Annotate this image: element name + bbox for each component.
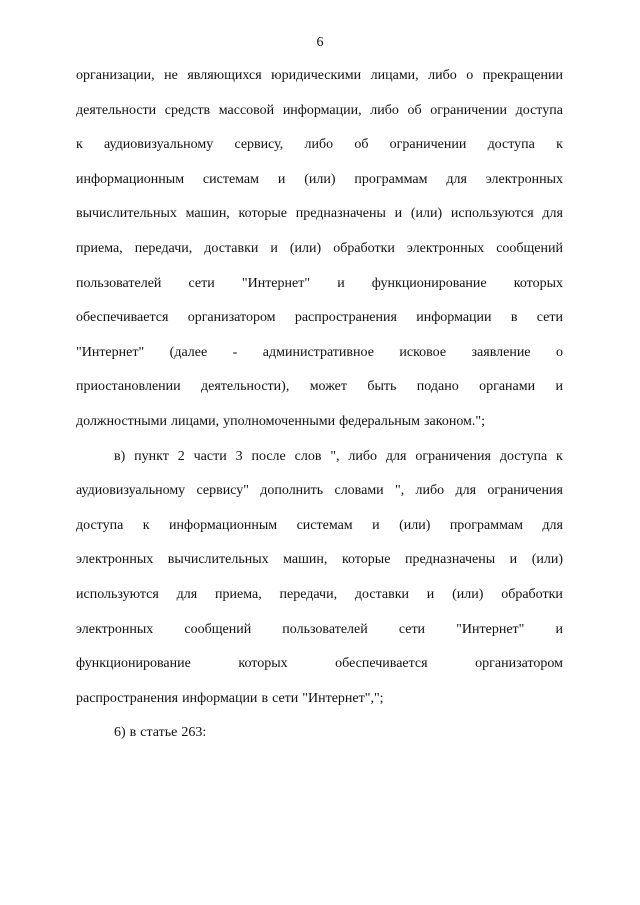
text-line: приостановлении деятельности), может быть подано органами и — [76, 379, 563, 395]
paragraph — [76, 66, 563, 447]
page-number: 6 — [316, 35, 324, 50]
text-line: деятельности средств массовой информации, либо об ограничении доступа — [76, 102, 563, 118]
text-line: должностными лицами, уполномоченными федеральным законом."; — [76, 413, 486, 429]
text-line: распространения информации в сети "Интернет","; — [76, 690, 384, 706]
text-line: обеспечивается организатором распространения информации в сети — [76, 310, 563, 326]
text-line: пользователей сети "Интернет" и функционирование которых — [76, 275, 563, 291]
text-line: доступа к информационным системам и (или) программам для — [76, 517, 563, 533]
text-line: электронных сообщений пользователей сети "Интернет" и — [76, 621, 563, 637]
text-line: к аудиовизуальному сервису, либо об ограничении доступа к — [76, 137, 563, 153]
text-line: электронных вычислительных машин, которые предназначены и (или) — [76, 552, 563, 568]
text-line: организации, не являющихся юридическими лицами, либо о прекращении — [76, 68, 563, 83]
text-line: "Интернет" (далее - административное исковое заявление о — [76, 344, 563, 360]
text-line: функционирование которых обеспечивается организатором — [76, 656, 563, 672]
text-line: используются для приема, передачи, доставки и (или) обработки — [76, 586, 563, 602]
text-line: приема, передачи, доставки и (или) обработки электронных сообщений — [76, 240, 563, 256]
paragraph — [76, 723, 563, 758]
text-line: вычислительных машин, которые предназначены и (или) используются для — [76, 206, 563, 222]
text-line: 6) в статье 263: — [114, 725, 207, 741]
text-line: в) пункт 2 части 3 после слов ", либо для ограничения доступа к — [114, 448, 563, 464]
document-body — [76, 66, 563, 758]
paragraph — [76, 447, 563, 724]
text-line: информационным системам и (или) программам для электронных — [76, 171, 563, 187]
text-line: аудиовизуальному сервису" дополнить словами ", либо для ограничения — [76, 483, 563, 499]
